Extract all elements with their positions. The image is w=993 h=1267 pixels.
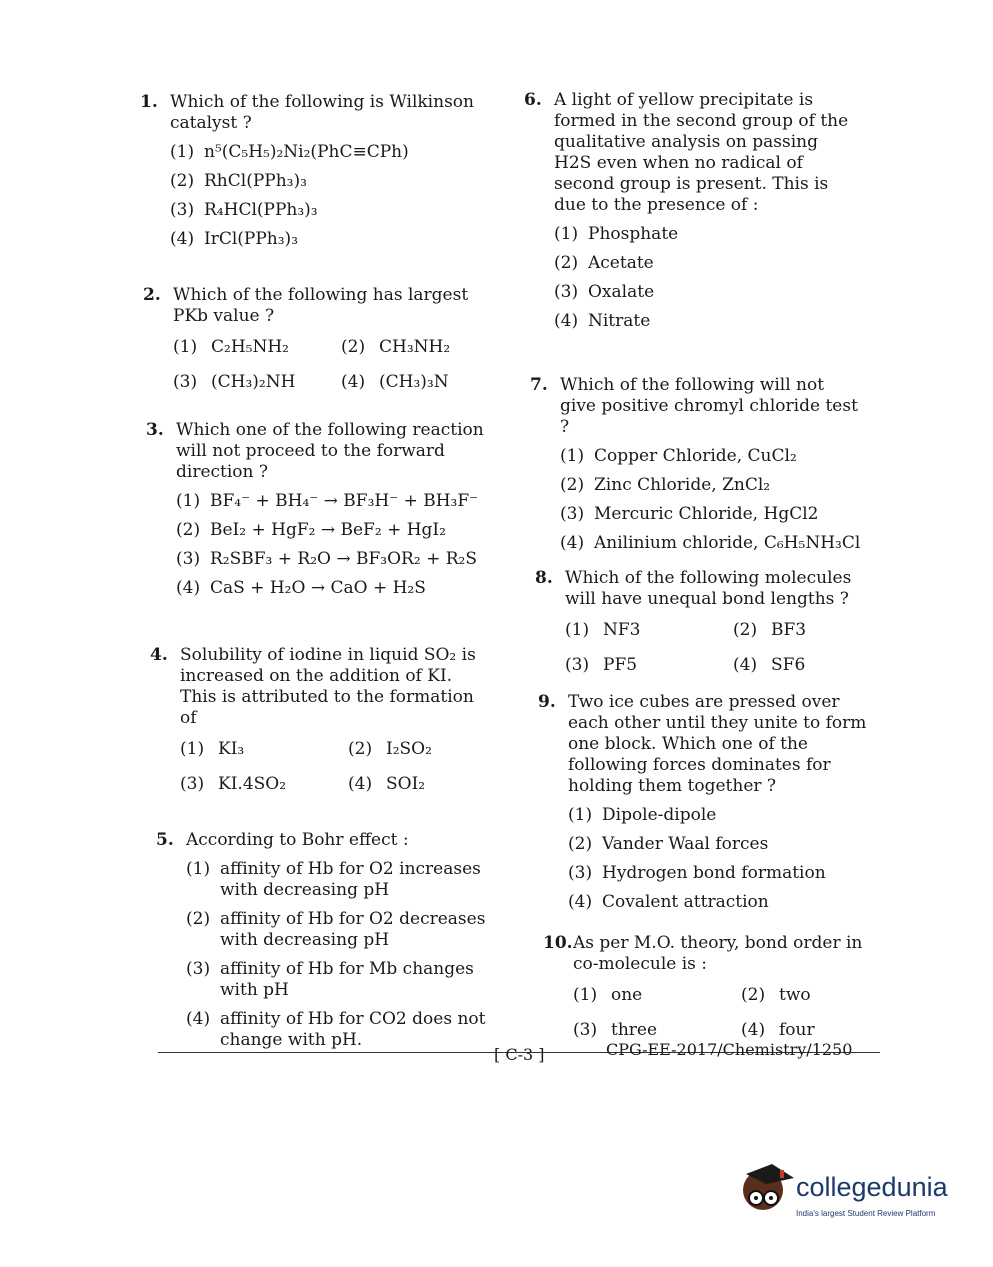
option-grid [535,620,870,676]
option-text: RhCl(PPh₃)₃ [204,171,307,191]
question-number: 9. [538,692,556,712]
option-text: one [611,985,643,1005]
question-1 [140,92,480,250]
question-text: Which of the following will not give positive chromyl chloride test ? [560,375,858,437]
option-number: (2) [560,475,585,495]
question-number: 2. [143,285,161,305]
option-number: (4) [554,311,579,331]
question-number: 5. [156,830,174,850]
option-text: NF3 [603,620,641,640]
option-text: CH₃NH₂ [379,337,451,357]
option [538,863,873,884]
option [146,578,486,599]
option-text: Zinc Chloride, ZnCl₂ [594,475,771,495]
option-text: four [779,1020,815,1040]
question-text: Which of the following has largest PKb value ? [173,285,469,326]
option [140,142,480,163]
question-7 [530,375,865,554]
logo-wordmark: collegedunia [796,1172,948,1202]
option [538,834,873,855]
question-4 [150,645,490,795]
question-number: 7. [530,375,548,395]
option-number: (3) [173,372,198,392]
question-5 [156,830,496,1051]
option-number: (1) [170,142,195,162]
option [156,959,496,1001]
question-6 [524,90,859,332]
option [140,229,480,250]
option [146,491,486,512]
option [146,520,486,541]
option-number: (3) [560,504,585,524]
question-number: 6. [524,90,542,110]
option-number: (3) [573,1020,598,1040]
option [524,311,859,332]
question-text: Which one of the following reaction will not proceed to the forward direction ? [176,420,484,482]
question-number: 3. [146,420,164,440]
option-number: (2) [176,520,201,540]
option-number: (3) [565,655,590,675]
option-number: (2) [554,253,579,273]
option-number: (4) [560,533,585,553]
option-number: (1) [180,739,205,759]
option-number: (2) [341,337,366,357]
option-number: (1) [186,859,211,879]
option-grid [543,985,878,1041]
question-text: Solubility of iodine in liquid SO₂ is increased on the addition of KI. This is attributed to the formation of [180,645,476,728]
option-number: (4) [186,1009,211,1029]
question-2 [143,285,483,393]
option-text: BF₄⁻ + BH₄⁻ → BF₃H⁻ + BH₃F⁻ [210,491,479,511]
option [538,805,873,826]
option-number: (4) [176,578,201,598]
option [156,909,496,951]
question-number: 8. [535,568,553,588]
question-number: 1. [140,92,158,112]
option-number: (3) [170,200,195,220]
option-text: Covalent attraction [602,892,769,912]
option-text: PF5 [603,655,638,675]
question-text: Which of the following molecules will have unequal bond lengths ? [565,568,852,609]
question-8 [535,568,870,676]
option [140,200,480,221]
option-number: (2) [170,171,195,191]
option-text: R₂SBF₃ + R₂O → BF₃OR₂ + R₂S [210,549,477,569]
option-text: BeI₂ + HgF₂ → BeF₂ + HgI₂ [210,520,446,540]
option-number: (1) [568,805,593,825]
option [524,224,859,245]
option-number: (2) [568,834,593,854]
question-number: 4. [150,645,168,665]
logo-tagline: India's largest Student Review Platform [796,1209,936,1218]
option [524,253,859,274]
option-text: R₄HCl(PPh₃)₃ [204,200,318,220]
option-text: (CH₃)₃N [379,372,449,392]
question-number: 10. [543,933,573,953]
option [530,475,865,496]
option [146,549,486,570]
option-number: (1) [176,491,201,511]
option-grid [150,739,490,795]
option-text: C₂H₅NH₂ [211,337,289,357]
option-number: (1) [573,985,598,1005]
option-text: Copper Chloride, CuCl₂ [594,446,797,466]
option-text: affinity of Hb for Mb changes with pH [220,959,474,1000]
option [524,282,859,303]
question-text: Two ice cubes are pressed over each other until they unite to form one block. Which one of the following forces dominates for holding them together ? [568,692,867,796]
option-number: (4) [341,372,366,392]
mascot-icon [736,1160,794,1220]
option-text: Vander Waal forces [602,834,769,854]
option [156,859,496,901]
option-number: (2) [186,909,211,929]
option-text: IrCl(PPh₃)₃ [204,229,299,249]
option-text: I₂SO₂ [386,739,432,759]
option-text: Oxalate [588,282,655,302]
option-text: Mercuric Chloride, HgCl2 [594,504,819,524]
option-grid [143,337,483,393]
option-text: SF6 [771,655,806,675]
option-text: Anilinium chloride, C₆H₅NH₃Cl [594,533,861,553]
option-number: (3) [186,959,211,979]
option-number: (3) [176,549,201,569]
option-text: two [779,985,811,1005]
option-number: (2) [348,739,373,759]
paper-code: CPG-EE-2017/Chemistry/1250 [606,1040,853,1059]
collegedunia-logo [736,1160,966,1230]
option-text: SOI₂ [386,774,426,794]
option-number: (4) [170,229,195,249]
page-number: [ C-3 ] [494,1045,545,1064]
option [538,892,873,913]
option-number: (3) [568,863,593,883]
option-text: Acetate [588,253,654,273]
option-text: Dipole-dipole [602,805,717,825]
option-number: (1) [560,446,585,466]
option-number: (4) [733,655,758,675]
option-text: Phosphate [588,224,679,244]
option-text: Hydrogen bond formation [602,863,826,883]
question-text: A light of yellow precipitate is formed in the second group of the qualitative analysis on passing H2S even when no radical of second group is present. This is due to the presence of : [554,90,849,215]
option-text: CaS + H₂O → CaO + H₂S [210,578,426,598]
option-number: (1) [554,224,579,244]
question-9 [538,692,873,913]
option-text: affinity of Hb for CO2 does not change with pH. [220,1009,486,1050]
option-text: KI.4SO₂ [218,774,287,794]
option-text: affinity of Hb for O2 increases with decreasing pH [220,859,481,900]
question-text: As per M.O. theory, bond order in co-molecule is : [573,933,863,974]
option-text: three [611,1020,658,1040]
option-number: (4) [568,892,593,912]
option [530,533,865,554]
option-number: (3) [554,282,579,302]
option-number: (3) [180,774,205,794]
option-text: (CH₃)₂NH [211,372,296,392]
option-number: (1) [173,337,198,357]
option-text: BF3 [771,620,807,640]
option-text: affinity of Hb for O2 decreases with decreasing pH [220,909,486,950]
option-number: (4) [741,1020,766,1040]
option-number: (4) [348,774,373,794]
question-3 [146,420,486,599]
option [156,1009,496,1051]
option-number: (2) [733,620,758,640]
option [530,446,865,467]
option-text: KI₃ [218,739,245,759]
option-text: n⁵(C₅H₅)₂Ni₂(PhC≡CPh) [204,142,409,162]
option-number: (1) [565,620,590,640]
question-10 [543,933,878,1041]
question-text: According to Bohr effect : [186,830,409,850]
option-number: (2) [741,985,766,1005]
option [530,504,865,525]
option [140,171,480,192]
option-text: Nitrate [588,311,651,331]
question-text: Which of the following is Wilkinson catalyst ? [170,92,474,133]
